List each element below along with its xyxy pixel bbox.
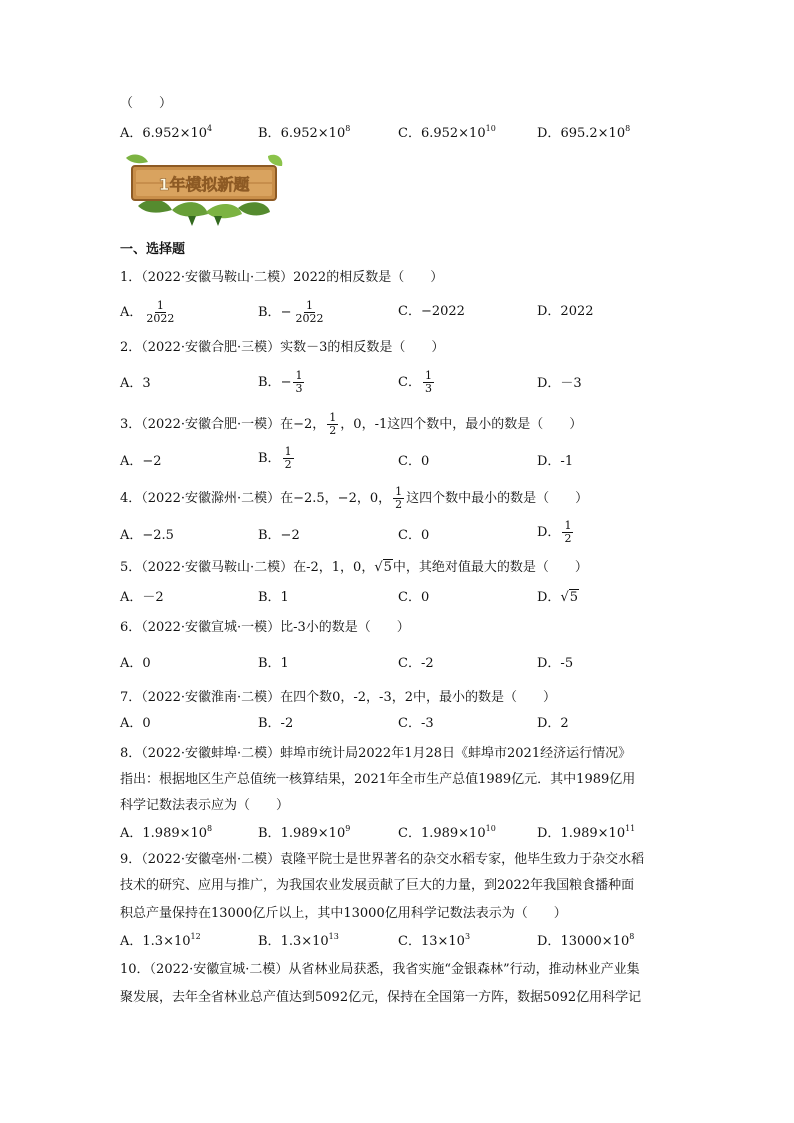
question-10-line-1: 10．（2022·安徽宣城·二模）从省林业局获悉，我省实施“金银森林”行动，推动林业产业集 — [120, 962, 640, 977]
q4-option-c: C．0 — [398, 528, 430, 543]
q8-option-c: C．$1.989\times 10^{10}$ — [398, 824, 496, 841]
q8-option-b: B．$1.989\times 10^9$ — [258, 824, 351, 841]
q9-option-c: C．$13\times 10^3$ — [398, 932, 471, 949]
q7-option-d: D．2 — [537, 716, 569, 731]
question-6: 6．（2022·安徽宣城·一模）比-3小的数是（ ） — [120, 620, 410, 635]
q6-option-c: C．-2 — [398, 656, 434, 671]
question-5: 5．（2022·安徽马鞍山·二模）在-2，1，0，√5中，其绝对值最大的数是（ ） — [120, 558, 588, 578]
q5-option-d: D．√5 — [537, 590, 579, 605]
question-9-line-1: 9．（2022·安徽亳州·二模）袁隆平院士是世界著名的杂交水稻专家，他毕生致力于杂交水稻 — [120, 852, 645, 867]
q1-option-a: A． $\frac{1}{2022}$ — [120, 299, 175, 325]
section-banner — [118, 150, 286, 226]
q6-option-d: D．-5 — [537, 656, 574, 671]
question-7: 7．（2022·安徽淮南·二模）在四个数0，-2，-3，2中，最小的数是（ ） — [120, 690, 556, 705]
question-3: 3．（2022·安徽合肥·一模）在−2， $\frac{1}{2}$ ，0，-1这四个数中，最小的数是（ ） — [120, 411, 583, 437]
q1-option-c: C．−2022 — [398, 304, 465, 319]
banner-title: 1年模拟新题 — [158, 175, 250, 194]
question-2: 2．（2022·安徽合肥·三模）实数－3的相反数是（ ） — [120, 340, 445, 355]
q3-option-d: D．-1 — [537, 454, 574, 469]
q8-option-d: D．$1.989\times 10^{11}$ — [537, 824, 636, 841]
q9-option-a: A．$1.3\times 10^{12}$ — [120, 932, 201, 949]
question-9-line-3: 积总产量保持在13000亿斤以上，其中13000亿用科学记数法表示为（ ） — [120, 906, 567, 921]
q5-option-a: A．－2 — [120, 590, 164, 605]
q7-option-b: B．-2 — [258, 716, 294, 731]
option-a: A．$6.952\times 10^4$ — [120, 124, 213, 141]
q8-option-a: A．$1.989\times 10^8$ — [120, 824, 213, 841]
question-8-line-1: 8．（2022·安徽蚌埠·二模）蚌埠市统计局2022年1月28日《蚌埠市2021经济运行情况》 — [120, 746, 632, 761]
question-4: 4．（2022·安徽滁州·二模）在−2.5，−2，0， $\frac{1}{2}$ 这四个数中最小的数是（ ） — [120, 485, 589, 511]
q9-option-d: D．$13000\times 10^8$ — [537, 932, 635, 949]
q4-option-d: D． $\frac{1}{2}$ — [537, 519, 572, 545]
question-9-line-2: 技术的研究、应用与推广，为我国农业发展贡献了巨大的力量，到2022年我国粮食播种面 — [120, 878, 635, 893]
q5-option-c: C．0 — [398, 590, 430, 605]
q4-option-b: B．−2 — [258, 528, 300, 543]
option-d: D．$695.2\times 10^8$ — [537, 124, 631, 141]
q3-option-b: B． $\frac{1}{2}$ — [258, 445, 292, 471]
q1-option-b: B．− $\frac{1}{2022}$ — [258, 299, 324, 325]
option-c: C．$6.952\times 10^{10}$ — [398, 124, 496, 141]
sqrt-symbol: √5 — [374, 560, 392, 575]
q7-option-c: C．-3 — [398, 716, 434, 731]
option-b: B．$6.952\times 10^8$ — [258, 124, 351, 141]
q6-option-a: A．0 — [120, 656, 151, 671]
q5-option-b: B．1 — [258, 590, 289, 605]
question-1: 1．（2022·安徽马鞍山·二模）2022的相反数是（ ） — [120, 270, 444, 285]
q2-option-d: D．－3 — [537, 376, 582, 391]
q1-option-d: D．2022 — [537, 304, 594, 319]
q6-option-b: B．1 — [258, 656, 289, 671]
q9-option-b: B．$1.3\times 10^{13}$ — [258, 932, 339, 949]
question-10-line-2: 聚发展，去年全省林业总产值达到5092亿元，保持在全国第一方阵，数据5092亿用科学记 — [120, 990, 642, 1005]
question-8-line-2: 指出：根据地区生产总值统一核算结果，2021年全市生产总值1989亿元．其中1989亿用 — [120, 772, 636, 787]
q3-option-c: C．0 — [398, 454, 430, 469]
q4-option-a: A．−2.5 — [120, 528, 174, 543]
section-title: 一、选择题 — [120, 242, 186, 257]
question-8-line-3: 科学记数法表示应为（ ） — [120, 798, 290, 813]
q2-option-a: A．3 — [120, 376, 151, 391]
answer-paren: （ ） — [120, 96, 173, 111]
q2-option-b: B．− $\frac{1}{3}$ — [258, 369, 303, 395]
q3-option-a: A．−2 — [120, 454, 162, 469]
q7-option-a: A．0 — [120, 716, 151, 731]
q2-option-c: C． $\frac{1}{3}$ — [398, 369, 432, 395]
